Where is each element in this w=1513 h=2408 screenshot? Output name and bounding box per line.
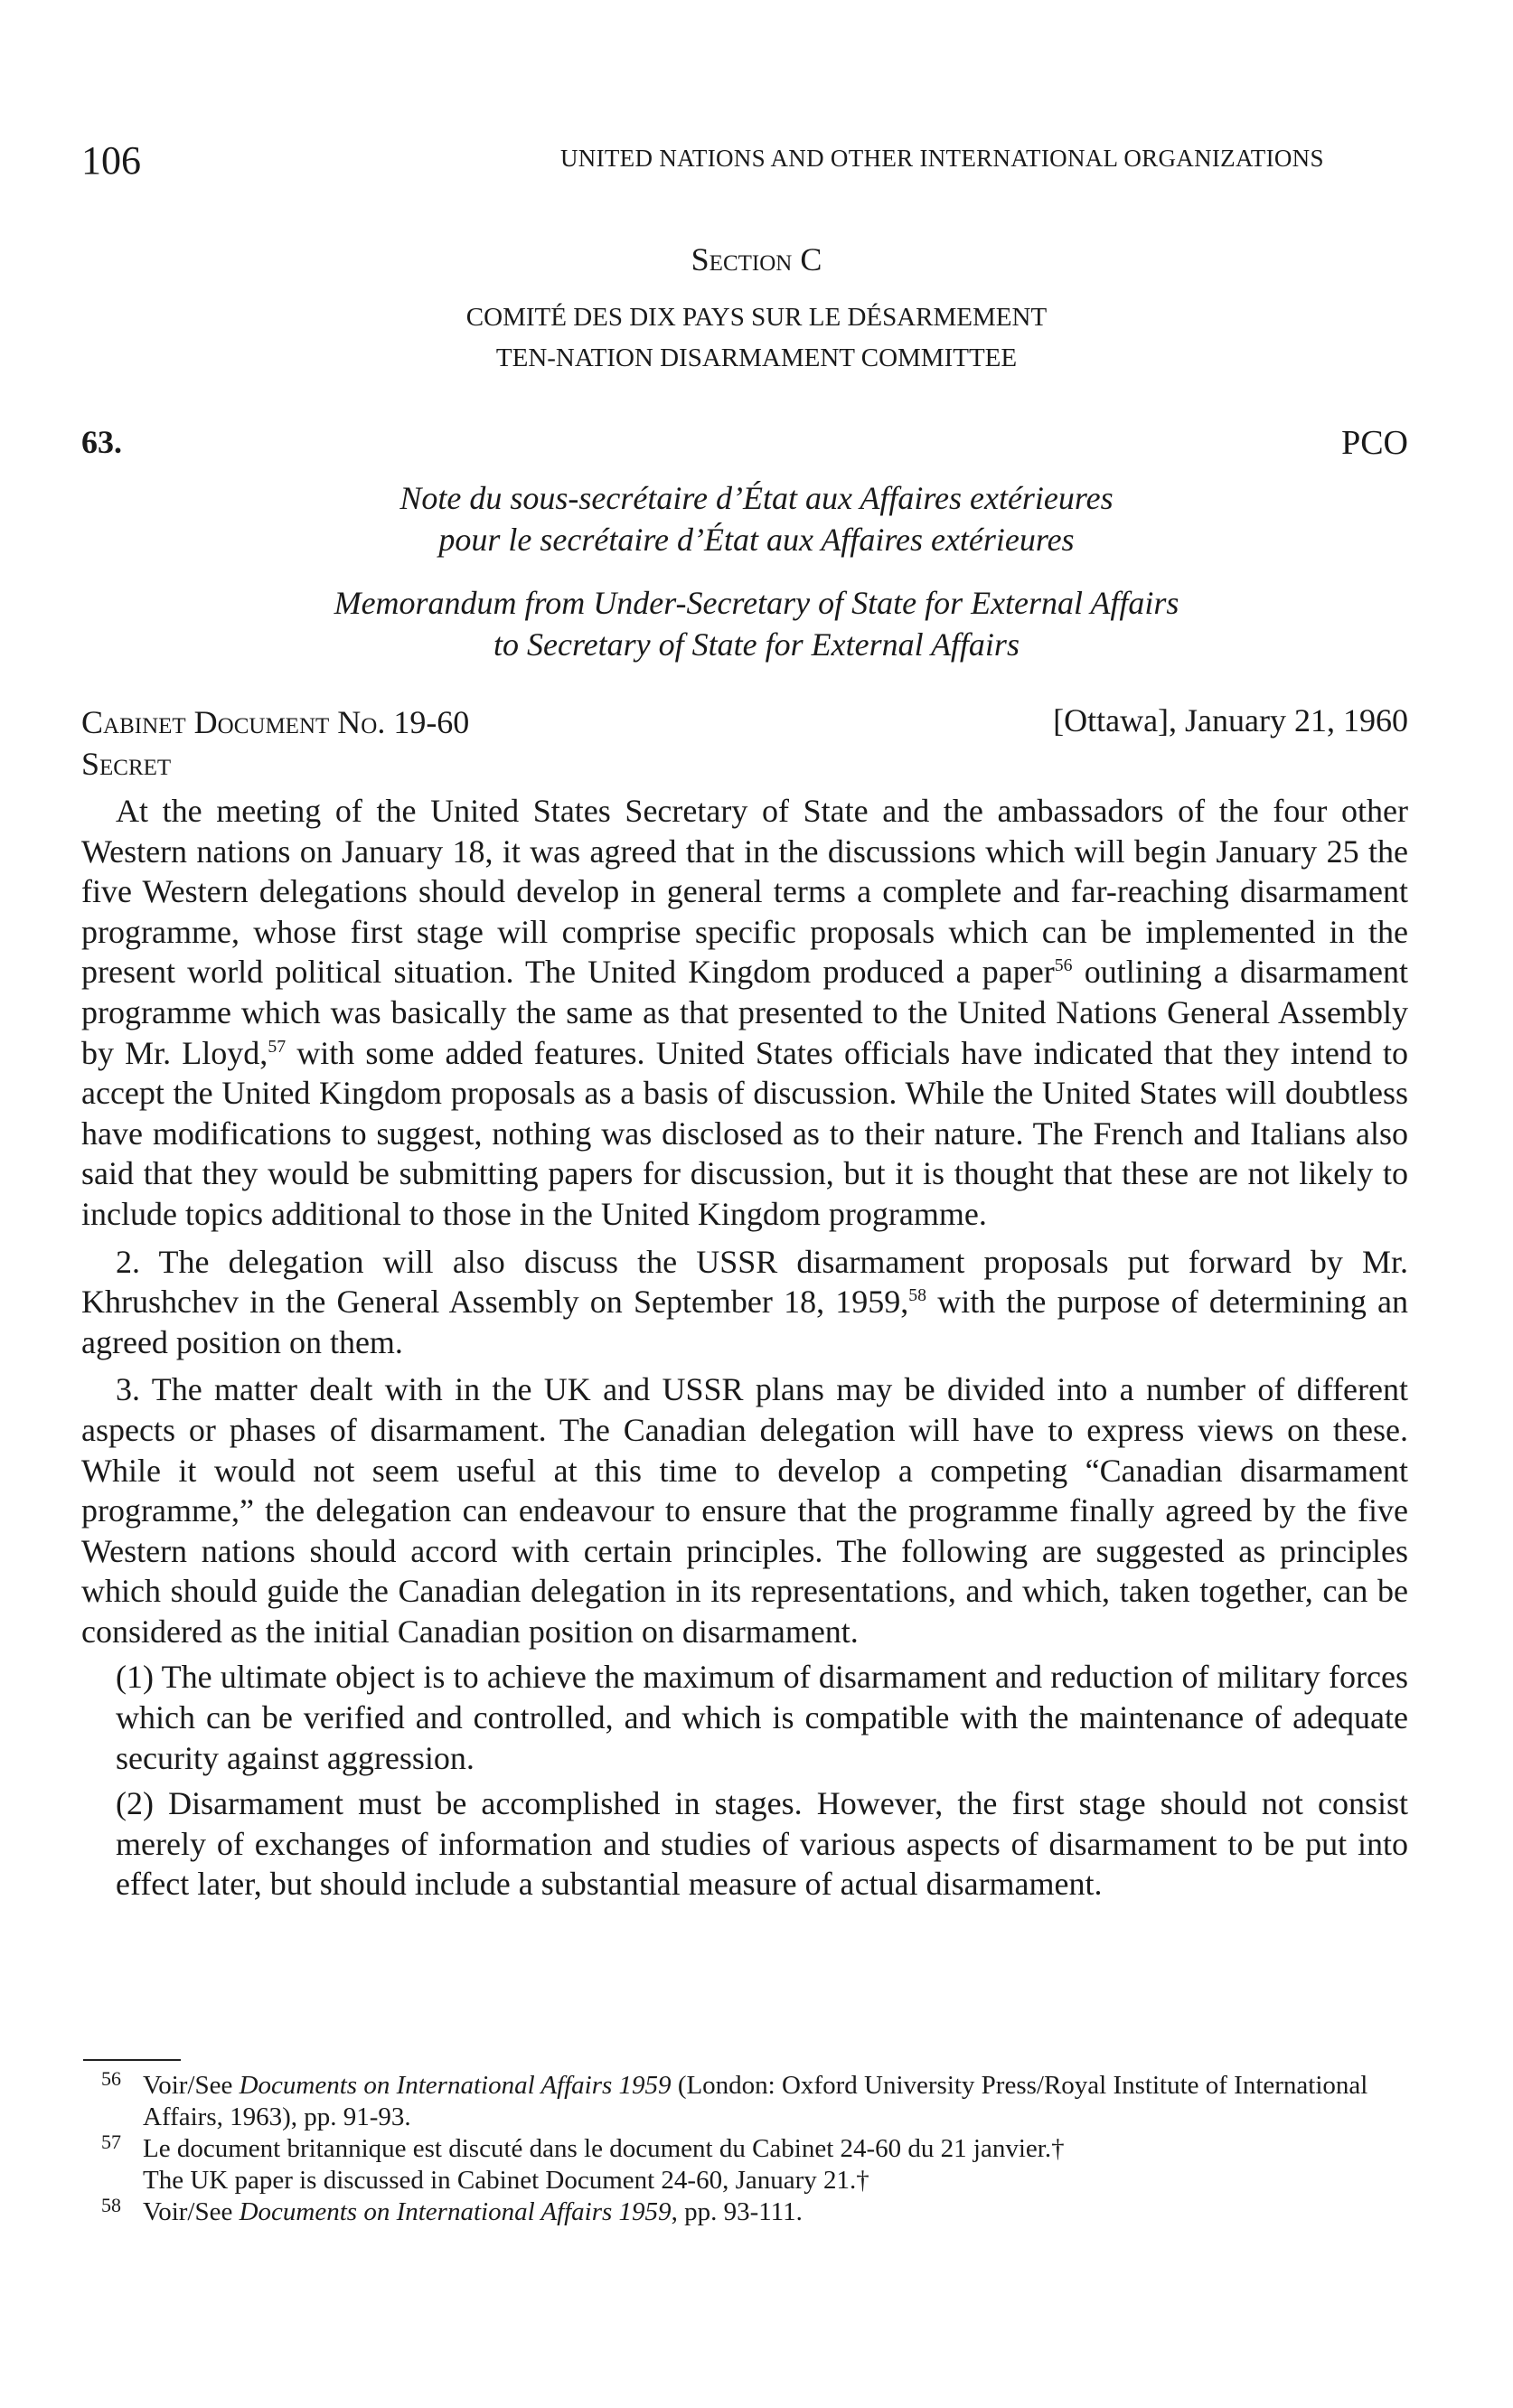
page-number: 106	[81, 138, 141, 183]
footnote-56	[81, 2067, 1410, 2133]
paragraph-1	[81, 791, 1408, 1235]
document-title-french-line-1: Note du sous-secrétaire d’État aux Affaires extérieures	[399, 480, 1114, 516]
footnote-56-title: Documents on International Affairs 1959	[239, 2071, 672, 2100]
footnote-ref-57[interactable]: 57	[268, 1036, 287, 1057]
footnote-58-text-b: , pp. 93-111.	[671, 2197, 803, 2226]
document-reference: Cabinet Document No. 19-60	[81, 704, 470, 740]
paragraph-1-text-c: with some added features. United States officials have indicated that they intend to accept the United Kingdom proposals as a basis of discussion. While the United States will doubtless have modifications to suggest, nothing was disclosed as to their nature. The French and Italians also said that they would be submitting papers for discussion, but it is thought that these are not likely to include topics additional to those in the United Kingdom programme.	[81, 1034, 1408, 1232]
principle-item-1: (1) The ultimate object is to achieve the maximum of disarmament and reduction of military forces which can be verified and controlled, and which is compatible with the maintenance of adequate security against aggression.	[116, 1659, 1408, 1776]
paragraph-2	[81, 1242, 1408, 1363]
footnotes	[81, 2067, 1410, 2228]
footnote-58	[81, 2196, 1410, 2228]
section-heading: Section C	[691, 241, 822, 277]
paragraph-1-text-b: outlining a disarmament programme which was basically the same as that presented to the United Nations General Assembly by Mr. Lloyd,	[81, 954, 1408, 1071]
footnote-56-number: 56	[101, 2067, 121, 2090]
footnote-57-number: 57	[101, 2131, 121, 2153]
document-date: [Ottawa], January 21, 1960	[1053, 702, 1408, 738]
document-classification: Secret	[81, 746, 172, 782]
document-number: 63.	[81, 424, 122, 460]
running-title: UNITED NATIONS AND OTHER INTERNATIONAL ORGANIZATIONS	[560, 145, 1324, 172]
paragraph-1-text-a: At the meeting of the United States Secretary of State and the ambassadors of the four other Western nations on January 18, it was agreed that in the discussions which will begin January 25 the five Western delegations should develop in general terms a complete and far-reaching disarmament programme, whose first stage will comprise specific proposals which can be implemented in the present world political situation. The United Kingdom produced a paper	[81, 793, 1408, 991]
section-title-english: TEN-NATION DISARMAMENT COMMITTEE	[495, 343, 1018, 372]
footnote-58-title: Documents on International Affairs 1959	[239, 2197, 672, 2226]
footnote-57	[81, 2133, 1410, 2165]
section-title-french: COMITÉ DES DIX PAYS SUR LE DÉSARMEMENT	[465, 303, 1048, 332]
document-body	[81, 791, 1408, 1905]
footnote-58-text-a: Voir/See	[143, 2197, 240, 2226]
footnote-ref-56[interactable]: 56	[1054, 955, 1073, 976]
principle-item-2: (2) Disarmament must be accomplished in stages. However, the first stage should not consist merely of exchanges of information and studies of various aspects of disarmament to be put into effect later, but should include a substantial measure of actual disarmament.	[116, 1785, 1408, 1903]
footnote-ref-58[interactable]: 58	[908, 1285, 927, 1306]
paragraph-2-text-b: with the purpose of determining an agreed position on them.	[81, 1284, 1408, 1360]
footnote-56-text-a: Voir/See	[143, 2071, 240, 2100]
paragraph-3: 3. The matter dealt with in the UK and USSR plans may be divided into a number of different aspects or phases of disarmament. The Canadian delegation will have to express views on these. While it would not seem useful at this time to develop a competing “Canadian disarmament programme,” the delegation can endeavour to ensure that the programme finally agreed by the five Western nations should accord with certain principles. The following are suggested as principles which should guide the Canadian delegation in its representations, and which, taken together, can be considered as the initial Canadian position on disarmament.	[81, 1371, 1408, 1650]
document-source: PCO	[1341, 424, 1408, 462]
document-title-english-line-2: to Secretary of State for External Affairs	[493, 626, 1020, 663]
document-title-english-line-1: Memorandum from Under-Secretary of State for External Affairs	[334, 585, 1179, 621]
footnote-57-english-entry	[81, 2165, 1410, 2196]
footnote-56-text-b: (London: Oxford University Press/Royal Institute of International Affairs, 1963), pp. 91-93.	[143, 2071, 1368, 2131]
paragraph-2-text-a: 2. The delegation will also discuss the USSR disarmament proposals put forward by Mr. Khrushchev in the General Assembly on September 18, 1959,	[81, 1243, 1408, 1321]
footnote-57-english: The UK paper is discussed in Cabinet Document 24-60, January 21.†	[143, 2166, 869, 2195]
footnote-divider	[83, 2059, 181, 2061]
document-title-french-line-2: pour le secrétaire d’État aux Affaires extérieures	[438, 522, 1075, 558]
footnote-57-french: Le document britannique est discuté dans le document du Cabinet 24-60 du 21 janvier.†	[143, 2134, 1065, 2163]
footnote-58-number: 58	[101, 2194, 121, 2216]
